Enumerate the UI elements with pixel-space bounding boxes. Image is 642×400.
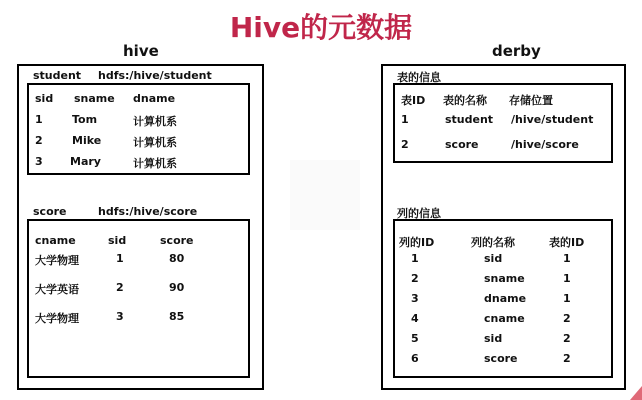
score-table-path: hdfs:/hive/score (98, 205, 198, 218)
column-info-row-2-id: 2 (411, 272, 419, 285)
column-info-header-table-id: 表的ID (549, 236, 585, 249)
table-info-row-2-id: 2 (401, 138, 409, 151)
student-row-1-sid: 1 (35, 113, 43, 126)
column-info-row-2-table-id: 1 (563, 272, 571, 285)
column-info-row-3-table-id: 1 (563, 292, 571, 305)
column-info-row-4-id: 4 (411, 312, 419, 325)
table-info-header-location: 存储位置 (509, 94, 553, 107)
student-row-2-sid: 2 (35, 134, 43, 147)
column-info-row-4-table-id: 2 (563, 312, 571, 325)
student-row-2-sname: Mike (72, 134, 102, 147)
column-info-row-1-id: 1 (411, 252, 419, 265)
student-table-path: hdfs:/hive/student (98, 69, 212, 82)
column-info-row-2-name: sname (484, 272, 525, 285)
column-info-row-6-id: 6 (411, 352, 419, 365)
student-row-3-sname: Mary (70, 155, 101, 168)
student-row-3-sid: 3 (35, 155, 43, 168)
column-info-header-id: 列的ID (399, 236, 435, 249)
student-header-sid: sid (35, 92, 54, 105)
table-info-row-2-location: /hive/score (511, 138, 579, 151)
column-info-row-5-id: 5 (411, 332, 419, 345)
score-header-cname: cname (35, 234, 76, 247)
hive-label: hive (123, 42, 159, 60)
column-info-header-name: 列的名称 (471, 236, 515, 249)
table-info-header-id: 表ID (401, 94, 426, 107)
column-info-row-1-name: sid (484, 252, 503, 265)
column-info-row-5-name: sid (484, 332, 503, 345)
score-header-sid: sid (108, 234, 127, 247)
column-info-row-1-table-id: 1 (563, 252, 571, 265)
student-header-dname: dname (133, 92, 176, 105)
score-row-1-sid: 1 (116, 252, 124, 265)
student-row-1-sname: Tom (72, 113, 98, 126)
student-row-3-dname: 计算机系 (133, 157, 177, 170)
student-table-name: student (33, 69, 82, 82)
column-info-row-5-table-id: 2 (563, 332, 571, 345)
table-info-row-2-name: score (445, 138, 479, 151)
student-row-1-dname: 计算机系 (133, 115, 177, 128)
table-info-name: 表的信息 (397, 71, 441, 84)
column-info-row-3-id: 3 (411, 292, 419, 305)
table-info-row-1-id: 1 (401, 113, 409, 126)
derby-label: derby (492, 42, 541, 60)
score-row-2-cname: 大学英语 (35, 283, 79, 296)
score-row-3-sid: 3 (116, 310, 124, 323)
column-info-row-6-table-id: 2 (563, 352, 571, 365)
score-row-3-score: 85 (169, 310, 185, 323)
score-row-1-score: 80 (169, 252, 185, 265)
student-header-sname: sname (74, 92, 115, 105)
corner-decoration-icon (624, 382, 642, 400)
column-info-row-4-name: cname (484, 312, 525, 325)
score-row-1-cname: 大学物理 (35, 254, 79, 267)
table-info-row-1-name: student (445, 113, 494, 126)
column-info-row-3-name: dname (484, 292, 527, 305)
score-row-3-cname: 大学物理 (35, 312, 79, 325)
faint-background-patch (290, 160, 360, 230)
table-info-row-1-location: /hive/student (511, 113, 594, 126)
student-row-2-dname: 计算机系 (133, 136, 177, 149)
score-row-2-sid: 2 (116, 281, 124, 294)
diagram-title: Hive的元数据 (229, 11, 413, 44)
score-table-name: score (33, 205, 67, 218)
column-info-name: 列的信息 (397, 207, 441, 220)
table-info-header-name: 表的名称 (443, 94, 487, 107)
score-header-score: score (160, 234, 194, 247)
column-info-row-6-name: score (484, 352, 518, 365)
score-row-2-score: 90 (169, 281, 185, 294)
